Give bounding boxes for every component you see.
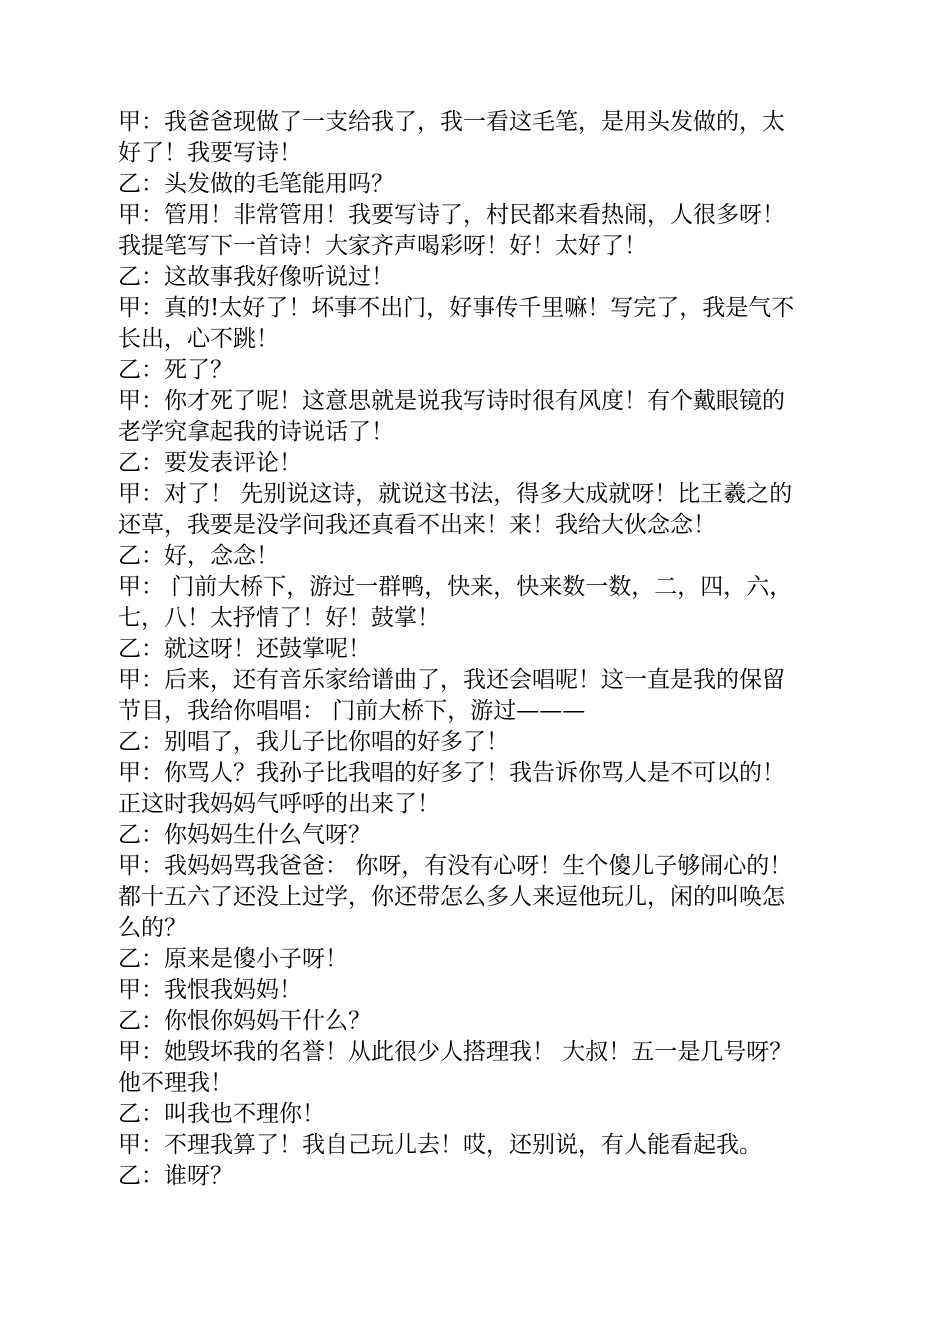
text-line: 乙：这故事我好像听说过！ <box>118 264 394 290</box>
text-line: 乙：原来是傻小子呀！ <box>118 946 348 972</box>
text-line: 乙：谁呀？ <box>118 1163 233 1189</box>
text-line: 甲：我恨我妈妈！ <box>118 977 302 1003</box>
text-line: 乙：头发做的毛笔能用吗？ <box>118 171 394 197</box>
text-line: 我提笔写下一首诗！大家齐声喝彩呀！好！太好了！ <box>118 233 647 259</box>
text-line: 乙：你妈妈生什么气呀？ <box>118 822 371 848</box>
text-line: 好了！我要写诗！ <box>118 140 302 166</box>
text-line: 他不理我！ <box>118 1070 233 1096</box>
text-line: 么的？ <box>118 915 187 941</box>
text-line: 甲：真的!太好了！坏事不出门，好事传千里嘛！写完了，我是气不 <box>118 295 795 321</box>
text-line: 还草，我要是没学问我还真看不出来！来！我给大伙念念！ <box>118 512 716 538</box>
text-line: 乙：别唱了，我儿子比你唱的好多了！ <box>118 729 509 755</box>
text-line: 乙：就这呀！还鼓掌呢！ <box>118 636 371 662</box>
text-line: 都十五六了还没上过学，你还带怎么多人来逗他玩儿，闲的叫唤怎 <box>118 884 785 910</box>
text-line: 甲：后来，还有音乐家给谱曲了，我还会唱呢！这一直是我的保留 <box>118 667 785 693</box>
text-line: 甲：对了！ 先别说这诗，就说这书法，得多大成就呀！比王羲之的 <box>118 481 793 507</box>
text-line: 乙：要发表评论！ <box>118 450 302 476</box>
text-line: 老学究拿起我的诗说话了！ <box>118 419 394 445</box>
text-line: 乙：好，念念！ <box>118 543 279 569</box>
document-body <box>118 107 830 1192</box>
text-line: 乙：死了？ <box>118 357 233 383</box>
text-line: 甲：你才死了呢！这意思就是说我写诗时很有风度！有个戴眼镜的 <box>118 388 785 414</box>
text-line: 甲：你骂人？我孙子比我唱的好多了！我告诉你骂人是不可以的！ <box>118 760 785 786</box>
text-line: 甲： 门前大桥下，游过一群鸭，快来，快来数一数，二，四，六， <box>118 574 793 600</box>
text-line: 甲：我妈妈骂我爸爸： 你呀，有没有心呀！生个傻儿子够闹心的！ <box>118 853 793 879</box>
text-line: 乙：你恨你妈妈干什么？ <box>118 1008 371 1034</box>
text-line: 长出，心不跳！ <box>118 326 279 352</box>
text-line: 七，八！太抒情了！好！鼓掌！ <box>118 605 440 631</box>
text-line: 乙：叫我也不理你！ <box>118 1101 325 1127</box>
text-line: 正这时我妈妈气呼呼的出来了！ <box>118 791 440 817</box>
text-line: 甲：她毁坏我的名誉！从此很少人搭理我！ 大叔！五一是几号呀？ <box>118 1039 793 1065</box>
text-line: 节目，我给你唱唱： 门前大桥下，游过——— <box>118 698 586 724</box>
text-line: 甲：我爸爸现做了一支给我了，我一看这毛笔，是用头发做的，太 <box>118 109 785 135</box>
text-line: 甲：不理我算了！我自己玩儿去！哎，还别说，有人能看起我。 <box>118 1132 762 1158</box>
text-line: 甲：管用！非常管用！我要写诗了，村民都来看热闹，人很多呀！ <box>118 202 785 228</box>
